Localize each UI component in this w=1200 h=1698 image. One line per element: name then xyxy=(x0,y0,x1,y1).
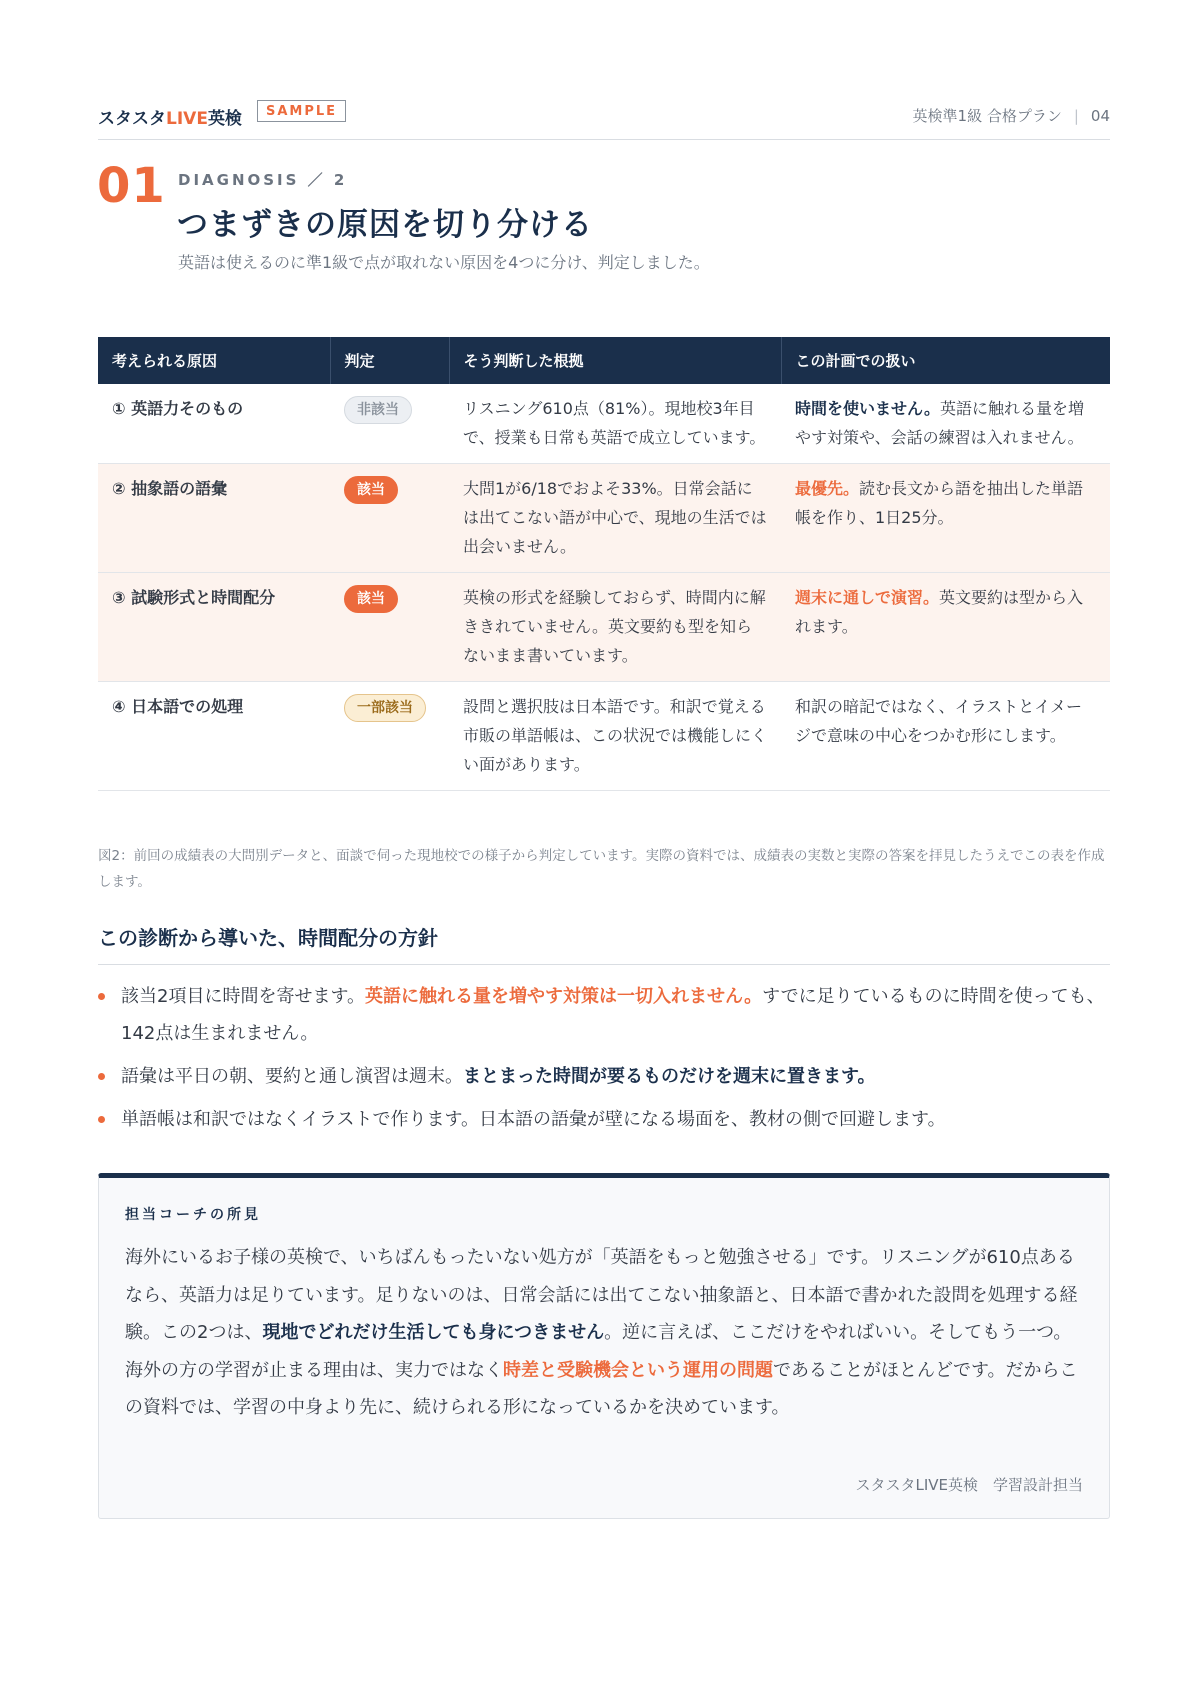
header-meta xyxy=(913,105,1110,126)
policy-list xyxy=(98,978,1110,1144)
handling-emphasis: 最優先。 xyxy=(795,479,860,498)
handling-cell xyxy=(781,464,1110,573)
header-divider: | xyxy=(1073,107,1079,125)
page-title: つまずきの原因を切り分ける xyxy=(177,207,593,243)
page-subtitle: 英語は使えるのに準1級で点が取れない原因を4つに分け、判定しました。 xyxy=(178,253,710,272)
cause-cell: ① 英語力そのもの xyxy=(98,384,330,464)
coach-emphasis: 時差と受験機会という運用の問題 xyxy=(503,1359,773,1381)
coach-label: 担当コーチの所見 xyxy=(125,1207,261,1223)
list-item xyxy=(98,978,1110,1052)
coach-comment-box xyxy=(98,1173,1110,1519)
item-text: 該当2項目に時間を寄せます。 xyxy=(121,986,366,1007)
verdict-cell xyxy=(330,682,449,791)
verdict-badge: 非該当 xyxy=(344,396,412,424)
basis-cell: リスニング610点（81%）。現地校3年目で、授業も日常も英語で成立しています。 xyxy=(449,384,781,464)
handling-text: 読む長文から語を抽出した単語帳を作り、1日25分。 xyxy=(795,479,1084,527)
coach-signature: スタスタLIVE英検 学習設計担当 xyxy=(855,1476,1083,1494)
basis-cell: 設問と選択肢は日本語です。和訳で覚える市販の単語帳は、この状況では機能しにくい面があります。 xyxy=(449,682,781,791)
section-number: 01 xyxy=(97,158,166,214)
bullet-icon xyxy=(98,1073,105,1080)
cause-cell: ③ 試験形式と時間配分 xyxy=(98,573,330,682)
handling-cell xyxy=(781,573,1110,682)
coach-emphasis: 現地でどれだけ生活しても身につきません xyxy=(262,1322,605,1343)
bullet-icon xyxy=(98,993,105,1000)
table-row xyxy=(98,384,1110,464)
handling-emphasis: 週末に通しで演習。 xyxy=(795,588,940,607)
page-header xyxy=(98,99,1110,140)
header-cause: 考えられる原因 xyxy=(98,337,330,384)
basis-cell: 大問1が6/18でおよそ33%。日常会話には出てこない語が中心で、現地の生活では出会いません。 xyxy=(449,464,781,573)
item-text: 語彙は平日の朝、要約と通し演習は週末。 xyxy=(121,1066,463,1087)
bullet-icon xyxy=(98,1116,105,1123)
diagnosis-table xyxy=(98,337,1110,791)
brand-text: スタスタ xyxy=(98,109,166,129)
item-text-tail: すでに足りているものに時間を使っても、142点は生まれません。 xyxy=(121,986,1105,1044)
item-text: 単語帳は和訳ではなくイラストで作ります。日本語の語彙が壁になる場面を、教材の側で回避します。 xyxy=(121,1109,946,1130)
handling-text: 和訳の暗記ではなく、イラストとイメージで意味の中心をつかむ形にします。 xyxy=(795,697,1083,745)
table-row xyxy=(98,682,1110,791)
header-basis: そう判断した根拠 xyxy=(449,337,781,384)
verdict-badge: 該当 xyxy=(344,476,398,504)
header-verdict: 判定 xyxy=(330,337,449,384)
verdict-cell xyxy=(330,384,449,464)
item-emphasis: 英語に触れる量を増やす対策は一切入れません。 xyxy=(365,986,763,1007)
brand-suffix: 英検 xyxy=(207,109,242,129)
handling-cell xyxy=(781,384,1110,464)
coach-text-part: であることがほとんどです。だからこの資料では、学習の中身より先に、続けられる形になっているかを決めています。 xyxy=(125,1359,1078,1418)
verdict-badge: 一部該当 xyxy=(344,694,426,722)
sample-badge: SAMPLE xyxy=(257,100,346,122)
handling-text: 英文要約は型から入れます。 xyxy=(795,588,1084,636)
verdict-cell xyxy=(330,573,449,682)
table-header-row xyxy=(98,337,1110,384)
plan-title: 英検準1級 合格プラン xyxy=(912,107,1062,125)
item-emphasis: まとまった時間が要るものだけを週末に置きます。 xyxy=(463,1066,876,1087)
coach-text-part: 海外にいるお子様の英検で、いちばんもったいない処方が「英語をもっと勉強させる」です。リスニングが610点あるなら、英語力は足りています。足りないのは、日常会話には出てこない抽象語と、日本語で書かれた設問を処理する経験。この2つは、 xyxy=(125,1247,1078,1343)
coach-text xyxy=(125,1239,1087,1427)
handling-cell xyxy=(781,682,1110,791)
verdict-cell xyxy=(330,464,449,573)
handling-emphasis: 時間を使いません。 xyxy=(795,399,940,418)
brand-live: LIVE xyxy=(166,109,208,129)
policy-heading: この診断から導いた、時間配分の方針 xyxy=(98,922,1110,965)
list-item xyxy=(98,1101,1110,1138)
coach-text-part: 。逆に言えば、ここだけをやればいい。そしてもう一つ。海外の方の学習が止まる理由は、実力ではなく xyxy=(125,1322,1072,1381)
table-row xyxy=(98,573,1110,682)
handling-text: 英語に触れる量を増やす対策や、会話の練習は入れません。 xyxy=(795,399,1084,447)
verdict-badge: 該当 xyxy=(344,585,398,613)
section-kicker: DIAGNOSIS ／ 2 xyxy=(178,171,348,189)
page-number: 04 xyxy=(1090,107,1110,125)
table-row xyxy=(98,464,1110,573)
figure-caption: 図2：前回の成績表の大問別データと、面談で伺った現地校での様子から判定しています。実際の資料では、成績表の実数と実際の答案を拝見したうえでこの表を作成します。 xyxy=(98,848,1105,890)
basis-cell: 英検の形式を経験しておらず、時間内に解ききれていません。英文要約も型を知らないまま書いています。 xyxy=(449,573,781,682)
cause-cell: ② 抽象語の語彙 xyxy=(98,464,330,573)
brand-logo xyxy=(98,104,242,129)
list-item xyxy=(98,1058,1110,1095)
header-handling: この計画での扱い xyxy=(781,337,1110,384)
cause-cell: ④ 日本語での処理 xyxy=(98,682,330,791)
